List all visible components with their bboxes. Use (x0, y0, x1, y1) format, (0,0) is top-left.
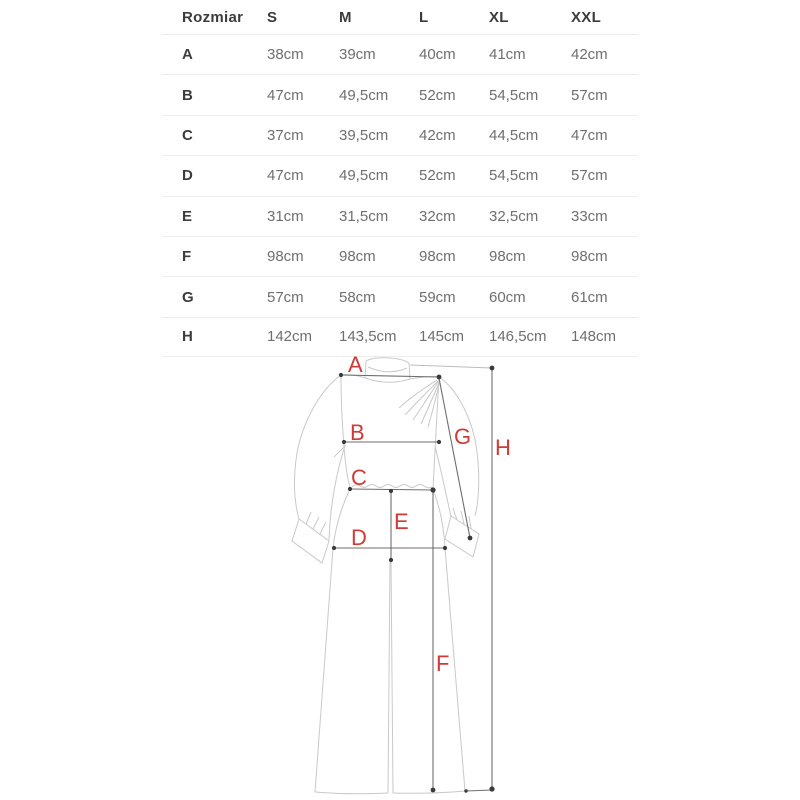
leader-line (410, 365, 492, 368)
cell-value: 31cm (267, 207, 304, 225)
cell-value: 98cm (267, 248, 304, 266)
cell-value: 57cm (571, 86, 608, 104)
row-label: F (182, 248, 192, 266)
measurement-label-h: H (495, 435, 511, 460)
cell-value: 47cm (571, 126, 608, 144)
row-label: D (182, 167, 194, 185)
measurement-label-d: D (351, 525, 367, 550)
cell-value: 57cm (571, 167, 608, 185)
cell-value: 47cm (267, 167, 304, 185)
cell-value: 32,5cm (489, 207, 539, 225)
cell-value: 47cm (267, 86, 304, 104)
column-header-l: L (419, 8, 429, 26)
cell-value: 39cm (339, 46, 376, 64)
cell-value: 41cm (489, 46, 526, 64)
row-label: G (182, 288, 194, 306)
row-label: E (182, 207, 193, 225)
cell-value: 33cm (571, 207, 608, 225)
row-label: B (182, 86, 194, 104)
cell-value: 44,5cm (489, 126, 539, 144)
cell-value: 142cm (267, 328, 313, 346)
garment-outline (292, 358, 479, 794)
cell-value: 37cm (267, 126, 304, 144)
cell-value: 52cm (419, 86, 456, 104)
cell-value: 58cm (339, 288, 376, 306)
cell-value: 98cm (419, 248, 456, 266)
cell-value: 54,5cm (489, 167, 539, 185)
measurement-label-g: G (454, 424, 472, 449)
cell-value: 143,5cm (339, 328, 397, 346)
measurement-label-f: F (436, 651, 450, 676)
measurement-label-a: A (348, 352, 363, 377)
cell-value: 49,5cm (339, 86, 389, 104)
column-header-xxl: XXL (571, 8, 602, 26)
cell-value: 57cm (267, 288, 304, 306)
row-label: H (182, 328, 194, 346)
cell-value: 39,5cm (339, 126, 389, 144)
cell-value: 42cm (571, 46, 608, 64)
cell-value: 145cm (419, 328, 465, 346)
cell-value: 32cm (419, 207, 456, 225)
column-header-s: S (267, 8, 278, 26)
cell-value: 98cm (339, 248, 376, 266)
column-header-m: M (339, 8, 352, 26)
column-header-xl: XL (489, 8, 509, 26)
cell-value: 60cm (489, 288, 526, 306)
cell-value: 148cm (571, 328, 617, 346)
cell-value: 52cm (419, 167, 456, 185)
measurement-label-c: C (351, 465, 367, 490)
measure-line-hem-extension (466, 790, 492, 791)
column-header-rozmiar: Rozmiar (182, 8, 244, 26)
cell-value: 54,5cm (489, 86, 539, 104)
cell-value: 59cm (419, 288, 456, 306)
cell-value: 40cm (419, 46, 456, 64)
cell-value: 146,5cm (489, 328, 547, 346)
cell-value: 42cm (419, 126, 456, 144)
row-label: A (182, 46, 194, 64)
cell-value: 98cm (489, 248, 526, 266)
measurement-label-b: B (350, 420, 365, 445)
row-label: C (182, 126, 194, 144)
cell-value: 31,5cm (339, 207, 389, 225)
measurement-label-e: E (394, 509, 409, 534)
cell-value: 38cm (267, 46, 304, 64)
cell-value: 61cm (571, 288, 608, 306)
cell-value: 98cm (571, 248, 608, 266)
cell-value: 49,5cm (339, 167, 389, 185)
